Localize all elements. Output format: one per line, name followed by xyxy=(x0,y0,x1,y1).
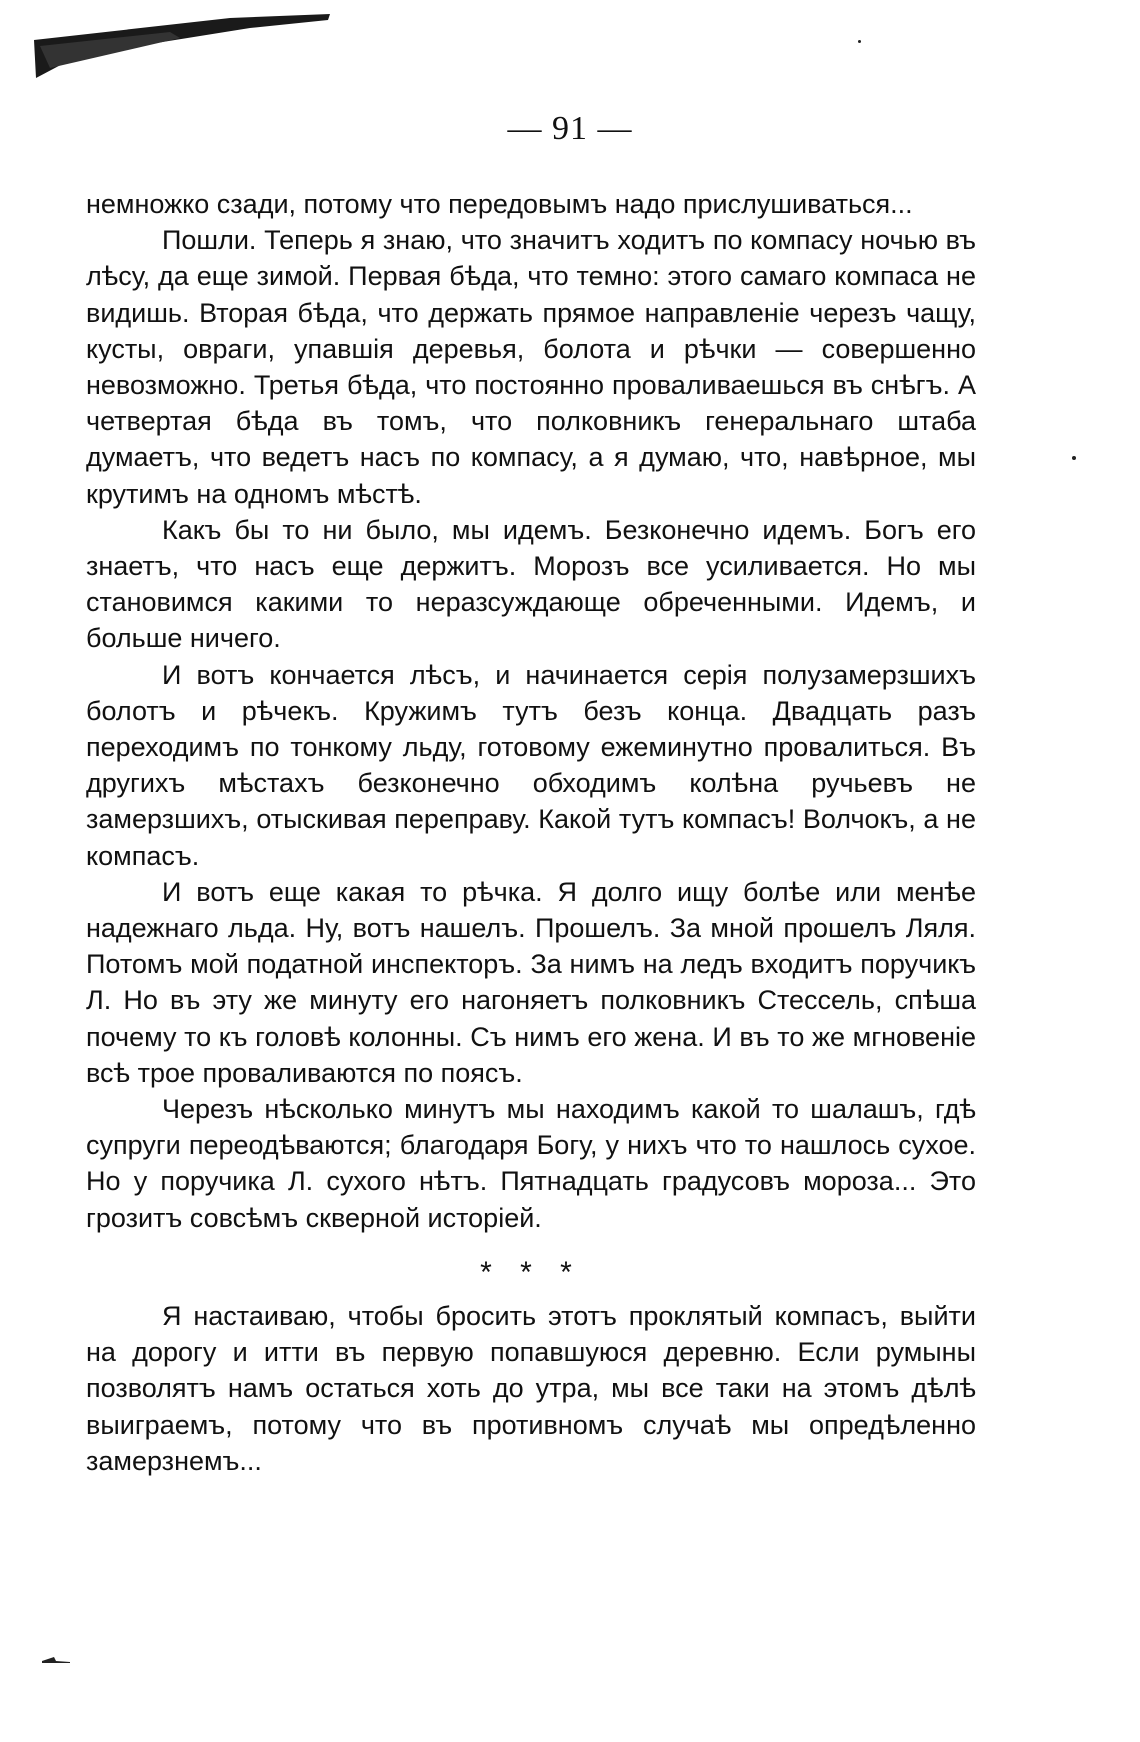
scan-speck xyxy=(1072,456,1076,460)
scan-speck xyxy=(858,40,861,43)
paragraph-6: Черезъ нѣсколько минутъ мы находимъ какой то шалашъ, гдѣ супруги переодѣваются; благодаря Богу, у нихъ что то нашлось сухое. Но у поручика Л. сухого нѣтъ. Пятнадцать градусовъ мороза... Это грозитъ совсѣмъ скверной исторіей. xyxy=(86,1094,976,1233)
scan-smudge-bottom xyxy=(40,1655,80,1665)
section-break-asterisks: * * * xyxy=(480,1255,582,1289)
paragraph-5: И вотъ еще какая то рѣчка. Я долго ищу болѣе или менѣе надежнаго льда. Ну, вотъ нашелъ. Прошелъ. За мной прошелъ Ляля. Потомъ мой податной инспекторъ. За нимъ на ледъ входитъ поручикъ Л. Но въ эту же минуту его нагоняетъ полковникъ Стессель, спѣша почему то къ головѣ колонны. Съ нимъ его жена. И въ то же мгновеніе всѣ трое проваливаются по поясъ. xyxy=(86,876,976,1088)
scan-smudge-top xyxy=(30,10,330,80)
body-text xyxy=(86,186,976,1479)
paragraph-7: Я настаиваю, чтобы бросить этотъ проклятый компасъ, выйти на дорогу и итти въ первую попавшуюся деревню. Если румыны позволятъ намъ остаться хоть до утра, мы все таки на этомъ дѣлѣ выиграемъ, потому что въ противномъ случаѣ мы опредѣленно замерзнемъ... xyxy=(86,1300,976,1476)
paragraph-1: немножко сзади, потому что передовымъ надо прислушиваться... xyxy=(86,189,913,219)
section-break xyxy=(86,1255,976,1289)
paragraph-2: Пошли. Теперь я знаю, что значитъ ходитъ по компасу ночью въ лѣсу, да еще зимой. Первая бѣда, что темно: этого самаго компаса не видишь. Вторая бѣда, что держать прямое направленіе черезъ чащу, кусты, овраги, упавшія деревья, болота и рѣчки — совершенно невозможно. Третья бѣда, что постоянно проваливаешься въ снѣгъ. А четвертая бѣда въ томъ, что полковникъ генеральнаго штаба думаетъ, что ведетъ насъ по компасу, а я думаю, что, навѣрное, мы крутимъ на одномъ мѣстѣ. xyxy=(86,225,976,509)
paragraph-4: И вотъ кончается лѣсъ, и начинается серія полузамерзшихъ болотъ и рѣчекъ. Кружимъ тутъ безъ конца. Двадцать разъ переходимъ по тонкому льду, готовому ежеминутно провалиться. Въ другихъ мѣстахъ безконечно обходимъ колѣна ручьевъ не замерзшихъ, отыскивая переправу. Какой тутъ компасъ! Волчокъ, а не компасъ. xyxy=(86,659,976,871)
page-number: — 91 — xyxy=(507,110,633,147)
paragraph-3: Какъ бы то ни было, мы идемъ. Безконечно идемъ. Богъ его знаетъ, что насъ еще держитъ. Морозъ все усиливается. Но мы становимся какими то неразсуждающе обреченными. Идемъ, и больше ничего. xyxy=(86,514,976,654)
